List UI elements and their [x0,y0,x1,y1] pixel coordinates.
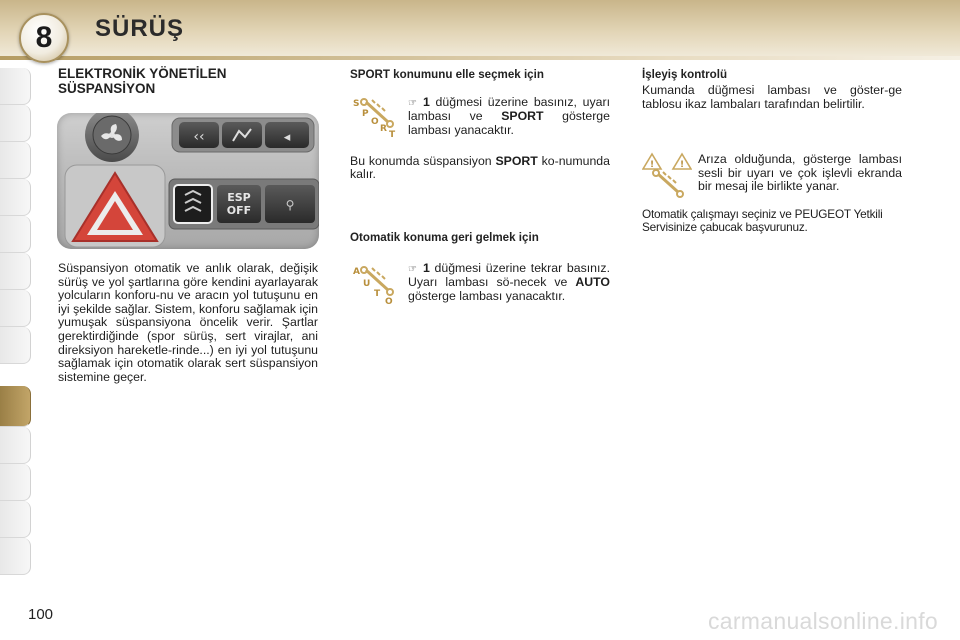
sport-note-text: Bu konumda süspansiyon [350,154,496,168]
auto-icon-letter: O [385,297,393,306]
sport-keyword: SPORT [501,109,544,124]
svg-text:!: ! [679,160,685,170]
hazard-warning-icon [65,165,165,247]
chapter-number: 8 [35,21,53,54]
service-paragraph: Otomatik çalışmayı seçiniz ve PEUGEOT Yetkili Servisinize çabucak başvurunuz. [642,207,883,234]
svg-text:!: ! [649,160,655,170]
page-number: 100 [28,606,54,623]
off-label: OFF [226,204,252,217]
fan-icon [85,113,139,162]
sport-instruction [408,96,610,137]
header-divider [0,56,960,60]
chapter-number-badge [19,13,69,63]
auto-instruction-suffix: gösterge lambası yanacaktır. [408,288,566,303]
auto-instruction-text: düğmesi üzerine tekrar basınız. Uyarı lambası sö-necek ve [408,261,610,290]
auto-keyword: AUTO [575,275,610,290]
dashboard-photo [57,113,319,249]
sport-icon-letter: R [380,124,387,134]
chapter-title: SÜRÜŞ [95,15,185,42]
operation-check-paragraph: Kumanda düğmesi lambası ve göster-ge tablosu ikaz lambaları tarafından belirtilir. [642,83,902,111]
chapter-tab[interactable] [0,464,31,501]
auto-suspension-icon [350,262,398,306]
sport-icon-letter: T [389,130,396,138]
section-heading-line-1: ELEKTRONİK YÖNETİLEN [58,66,227,81]
hand-pointer-icon: ☞ [408,264,417,275]
sport-icon-letter: O [371,117,379,127]
sport-icon-letter: P [362,109,369,119]
suspension-fault-icon [642,152,692,204]
sport-heading: SPORT konumunu elle seçmek için [350,68,544,81]
chapter-tab[interactable] [0,538,31,575]
auto-icon-letter: A [353,267,360,277]
svg-text:⚲: ⚲ [285,198,295,212]
sport-note-suffix: ko-numunda kalır. [350,154,610,182]
chapter-tab[interactable] [0,179,31,216]
sport-icon-letter: S [353,99,360,109]
chapter-tab[interactable] [0,253,31,290]
fault-paragraph: Arıza olduğunda, gösterge lambası sesli bir uyarı ve çok işlevli ekranda bir mesaj ile birlikte yanar. [698,152,902,194]
esp-label: ESP [227,191,251,204]
hand-pointer-icon: ☞ [408,98,417,109]
chapter-tabs [0,68,34,578]
description-paragraph: Süspansiyon otomatik ve anlık olarak, değişik sürüş ve yol şartlarına göre kendini ayarlayarak yolcuların konforu-nu ve aracın yol tutuşunu en iyi şekilde sağlar. Sistem, konforu sağlamak için yumuşak süspansiyona öncelik verir. Şartlar gerektirdiğinde (spor sürüş, sert virajlar, ani direksiyon hareketle-rinde...) en iyi yol tutuşunu sağlamak için otomatik olarak sert süspansiyon sistemine geçer. [58,261,318,384]
sport-note-keyword: SPORT [495,154,538,168]
section-heading-line-2: SÜSPANSİYON [58,81,156,96]
sport-suspension-icon [350,94,398,138]
svg-text:‹‹: ‹‹ [193,129,205,145]
operation-check-heading: İşleyiş kontrolü [642,68,728,81]
auto-icon-letter: U [363,279,371,289]
button-number: 1 [422,261,430,275]
auto-heading: Otomatik konuma geri gelmek için [350,231,539,244]
warning-triangle-icon [643,154,661,170]
esp-off-button-icon [217,185,261,223]
sport-instruction-suffix: gösterge lambası yanacaktır. [408,109,610,137]
chapter-tab-active[interactable] [0,386,31,427]
sport-position-note [350,155,610,182]
chapter-tab[interactable] [0,501,31,538]
svg-text:◂: ◂ [283,130,291,145]
section-heading [58,66,318,96]
button-number: 1 [422,95,430,109]
chapter-tab[interactable] [0,290,31,327]
chapter-tab[interactable] [0,142,31,179]
suspension-button-icon [174,185,212,223]
chapter-tab[interactable] [0,216,31,253]
sport-instruction-text: düğmesi üzerine basınız, uyarı lambası ve [408,95,610,124]
dashboard-photo-drawing [57,113,319,249]
watermark: carmanualsonline.info [707,608,938,634]
chapter-tab[interactable] [0,327,31,364]
chapter-tab[interactable] [0,68,31,105]
chapter-tab[interactable] [0,105,31,142]
auto-instruction [408,262,610,303]
auto-icon-letter: T [374,289,381,299]
chapter-tab[interactable] [0,427,31,464]
